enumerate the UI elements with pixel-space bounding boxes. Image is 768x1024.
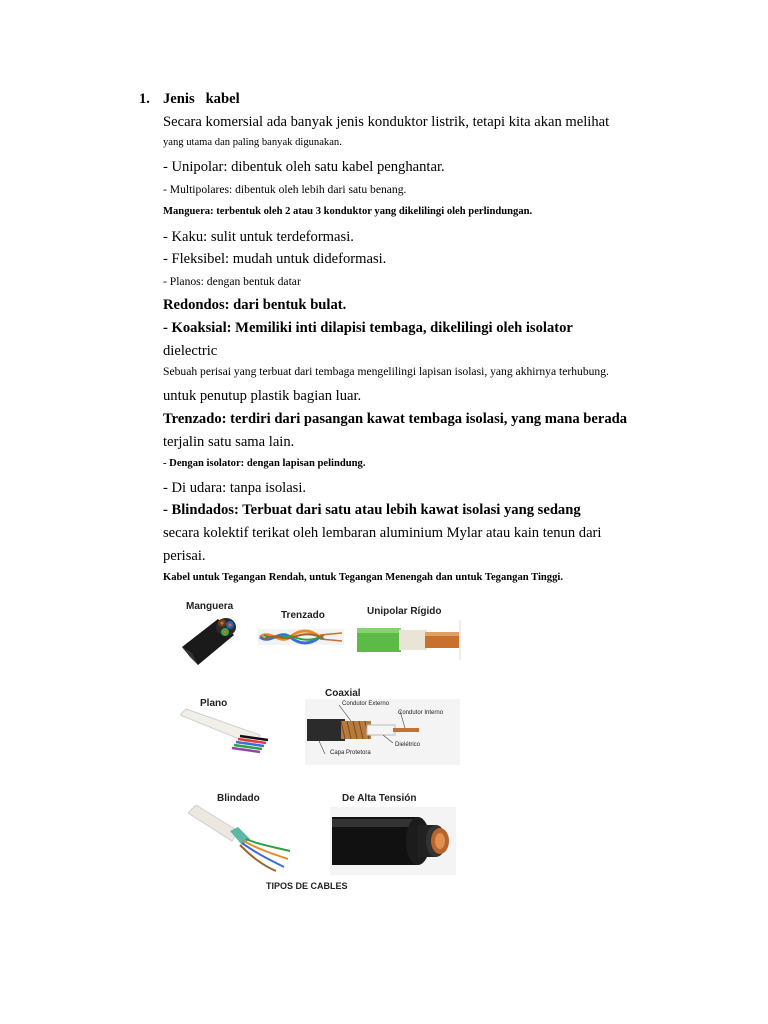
paragraph-line: Manguera: terbentuk oleh 2 atau 3 konduktor yang dikelilingi oleh perlindungan. bbox=[163, 206, 533, 217]
paragraph-line: - Multipolares: dibentuk oleh lebih dari satu benang. bbox=[163, 183, 407, 196]
paragraph-line: - Planos: dengan bentuk datar bbox=[163, 275, 301, 288]
paragraph-line: secara kolektif terikat oleh lembaran aluminium Mylar atau kain tenun dari bbox=[163, 525, 602, 541]
blindado-cable-image bbox=[188, 805, 294, 873]
unipolar-cable-image bbox=[357, 620, 461, 660]
section-title: Jenis kabel bbox=[163, 91, 240, 107]
label-unipolar: Unipolar Rígido bbox=[367, 606, 442, 617]
label-blindado: Blindado bbox=[217, 793, 260, 804]
paragraph-line: Secara komersial ada banyak jenis konduktor listrik, tetapi kita akan melihat bbox=[163, 114, 610, 130]
paragraph-line: - Fleksibel: mudah untuk dideformasi. bbox=[163, 251, 387, 267]
paragraph-line: perisai. bbox=[163, 548, 206, 564]
coax-label-externo: Condutor Externo bbox=[342, 701, 390, 707]
paragraph-line: Sebuah perisai yang terbuat dari tembaga mengelilingi lapisan isolasi, yang akhirnya terhubung. bbox=[163, 365, 609, 378]
trenzado-cable-image bbox=[258, 625, 344, 649]
paragraph-line: - Blindados: Terbuat dari satu atau lebih kawat isolasi yang sedang bbox=[163, 502, 581, 518]
list-number: 1. bbox=[139, 91, 150, 107]
paragraph-line: yang utama dan paling banyak digunakan. bbox=[163, 137, 342, 148]
cable-types-figure bbox=[170, 595, 470, 895]
manguera-cable-image bbox=[178, 613, 238, 671]
plano-cable-image bbox=[180, 705, 270, 755]
label-manguera: Manguera bbox=[186, 601, 234, 612]
paragraph-line: Kabel untuk Tegangan Rendah, untuk Tegangan Menengah dan untuk Tegangan Tinggi. bbox=[163, 572, 563, 583]
label-trenzado: Trenzado bbox=[281, 610, 325, 621]
paragraph-line: - Kaku: sulit untuk terdeformasi. bbox=[163, 229, 354, 245]
paragraph-line: - Unipolar: dibentuk oleh satu kabel penghantar. bbox=[163, 159, 445, 175]
coaxial-cable-image bbox=[305, 699, 460, 765]
paragraph-line: - Dengan isolator: dengan lapisan pelindung. bbox=[163, 458, 366, 469]
figure-caption: TIPOS DE CABLES bbox=[266, 881, 348, 891]
paragraph-line: Redondos: dari bentuk bulat. bbox=[163, 297, 347, 313]
alta-tension-cable-image bbox=[330, 807, 456, 875]
label-coaxial: Coaxial bbox=[325, 688, 361, 699]
paragraph-line: untuk penutup plastik bagian luar. bbox=[163, 388, 362, 404]
paragraph-line: - Koaksial: Memiliki inti dilapisi tembaga, dikelilingi oleh isolator bbox=[163, 320, 573, 336]
paragraph-line: Trenzado: terdiri dari pasangan kawat tembaga isolasi, yang mana berada bbox=[163, 411, 628, 427]
paragraph-line: terjalin satu sama lain. bbox=[163, 434, 295, 450]
coax-label-interno: Condutor Interno bbox=[398, 710, 444, 716]
label-alta-tension: De Alta Tensión bbox=[342, 793, 417, 804]
label-plano: Plano bbox=[200, 698, 228, 709]
paragraph-line: dielectric bbox=[163, 343, 218, 359]
paragraph-line: - Di udara: tanpa isolasi. bbox=[163, 480, 307, 496]
coax-label-capa: Capa Protetora bbox=[330, 750, 371, 756]
coax-label-dieletrico: Dielétrico bbox=[395, 742, 421, 748]
